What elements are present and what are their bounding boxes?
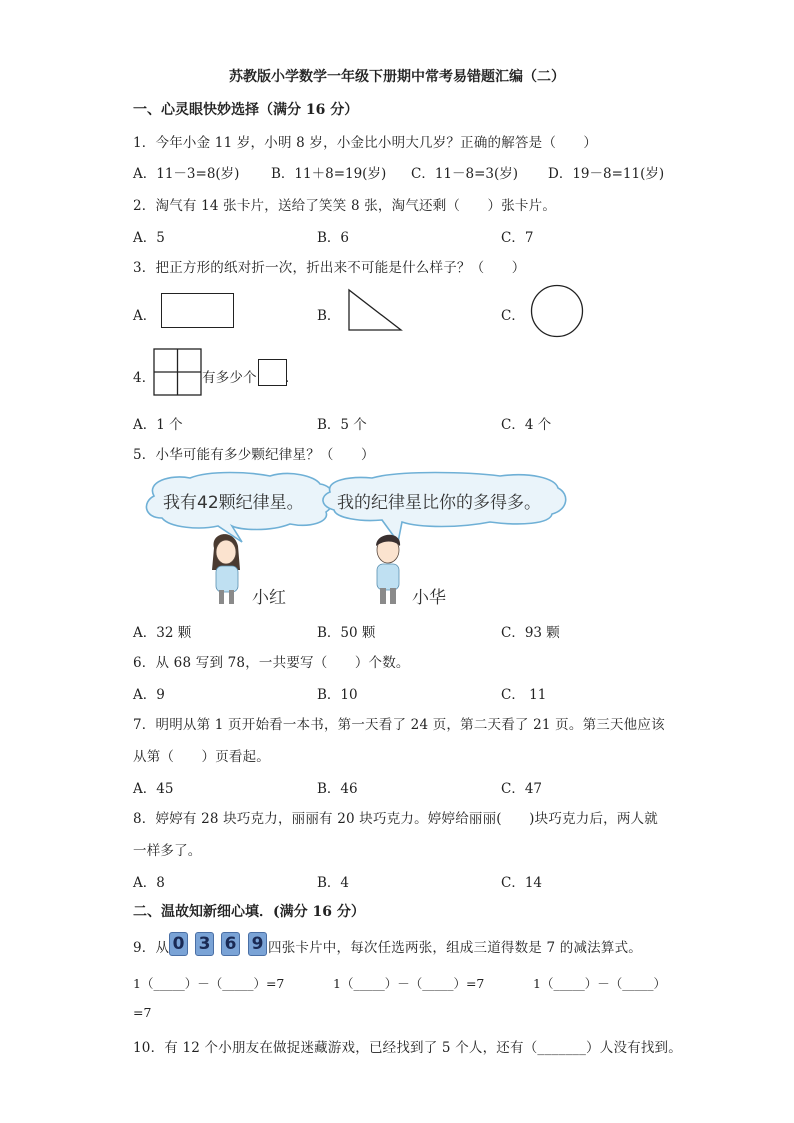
question-9-blank-1: 1（_____）－（_____）=7 xyxy=(133,976,285,991)
question-5-option-c: C．93 颗 xyxy=(501,625,560,641)
question-3-stem: 3．把正方形的纸对折一次，折出来不可能是什么样子？（ ） xyxy=(133,260,526,276)
question-2-option-b: B．6 xyxy=(317,230,350,246)
question-4-option-c: C．4 个 xyxy=(501,417,552,433)
question-7-option-b: B．46 xyxy=(317,781,358,797)
question-6-option-c: C． 11 xyxy=(501,687,547,703)
number-card-6: 6 xyxy=(221,932,240,956)
question-2-option-c: C．7 xyxy=(501,230,534,246)
question-7-option-a: A．45 xyxy=(133,781,174,797)
circle-shape xyxy=(529,283,585,339)
question-3-option-b: B． xyxy=(317,308,341,324)
rectangle-shape xyxy=(161,293,234,328)
small-square-shape xyxy=(258,359,287,386)
question-4-option-b: B．5 个 xyxy=(317,417,367,433)
question-1-option-d: D．19－8=11(岁) xyxy=(548,166,665,182)
question-8-option-a: A．8 xyxy=(133,875,165,891)
question-5-option-b: B．50 颗 xyxy=(317,625,376,641)
number-card-0: 0 xyxy=(169,932,188,956)
bubble-right-text: 我的纪律星比你的多得多。 xyxy=(337,493,541,513)
girl-figure xyxy=(212,534,240,604)
name-label-left: 小红 xyxy=(252,588,286,608)
triangle-shape xyxy=(346,287,404,333)
question-4-middle: 有多少个 xyxy=(202,370,257,386)
question-1-option-b: B．11＋8=19(岁) xyxy=(271,166,387,182)
bubble-left-text: 我有42颗纪律星。 xyxy=(163,493,304,513)
question-6-stem: 6．从 68 写到 78，一共要写（ ）个数。 xyxy=(133,655,410,671)
question-8-stem-line1: 8．婷婷有 28 块巧克力，丽丽有 20 块巧克力。婷婷给丽丽( )块巧克力后，两人就 xyxy=(133,811,658,827)
question-6-option-a: A．9 xyxy=(133,687,165,703)
question-6-option-b: B．10 xyxy=(317,687,358,703)
number-card-3: 3 xyxy=(195,932,214,956)
section2-heading: 二、温故知新细心填．(满分 16 分） xyxy=(133,904,365,920)
question-1-option-c: C．11－8=3(岁) xyxy=(411,166,519,182)
question-1-option-a: A．11－3=8(岁) xyxy=(133,166,240,182)
question-5-option-a: A．32 颗 xyxy=(133,625,192,641)
question-8-option-c: C．14 xyxy=(501,875,543,891)
question-10-stem: 10．有 12 个小朋友在做捉迷藏游戏，已经找到了 5 个人，还有（_______）人没有找到。 xyxy=(133,1040,682,1056)
question-9-blank-3-result: =7 xyxy=(133,1005,152,1020)
question-4-option-a: A．1 个 xyxy=(133,417,183,433)
question-2-option-a: A．5 xyxy=(133,230,165,246)
name-label-right: 小华 xyxy=(412,588,446,608)
question-2-stem: 2．淘气有 14 张卡片，送给了笑笑 8 张，淘气还剩（ ）张卡片。 xyxy=(133,198,557,214)
question-4-suffix: ． xyxy=(285,370,299,386)
page-title: 苏教版小学数学一年级下册期中常考易错题汇编（二） xyxy=(229,69,565,85)
question-7-stem-line1: 7．明明从第 1 页开始看一本书，第一天看了 24 页，第二天看了 21 页。第三天他应该 xyxy=(133,717,665,733)
question-7-option-c: C．47 xyxy=(501,781,543,797)
question-4-prefix: 4． xyxy=(133,370,156,386)
question-1-stem: 1．今年小金 11 岁，小明 8 岁，小金比小明大几岁？正确的解答是（ ） xyxy=(133,135,598,151)
four-square-grid xyxy=(153,348,202,396)
question-3-option-a: A． xyxy=(133,308,157,324)
question-9-blank-3: 1（_____）－（_____） xyxy=(533,976,666,991)
question-9-suffix: 四张卡片中，每次任选两张，组成三道得数是 7 的减法算式。 xyxy=(268,940,642,956)
question-9-prefix: 9．从 xyxy=(133,940,170,956)
question-5-stem: 5．小华可能有多少颗纪律星？（ ） xyxy=(133,447,375,463)
question-3-option-c: C． xyxy=(501,308,525,324)
section1-heading: 一、心灵眼快妙选择（满分 16 分） xyxy=(133,102,359,118)
boy-figure xyxy=(376,535,400,604)
question-9-blank-2: 1（_____）－（_____）=7 xyxy=(333,976,485,991)
number-card-9: 9 xyxy=(248,932,267,956)
question-8-stem-line2: 一样多了。 xyxy=(133,843,202,859)
question-8-option-b: B．4 xyxy=(317,875,350,891)
question-7-stem-line2: 从第（ ）页看起。 xyxy=(133,749,270,765)
